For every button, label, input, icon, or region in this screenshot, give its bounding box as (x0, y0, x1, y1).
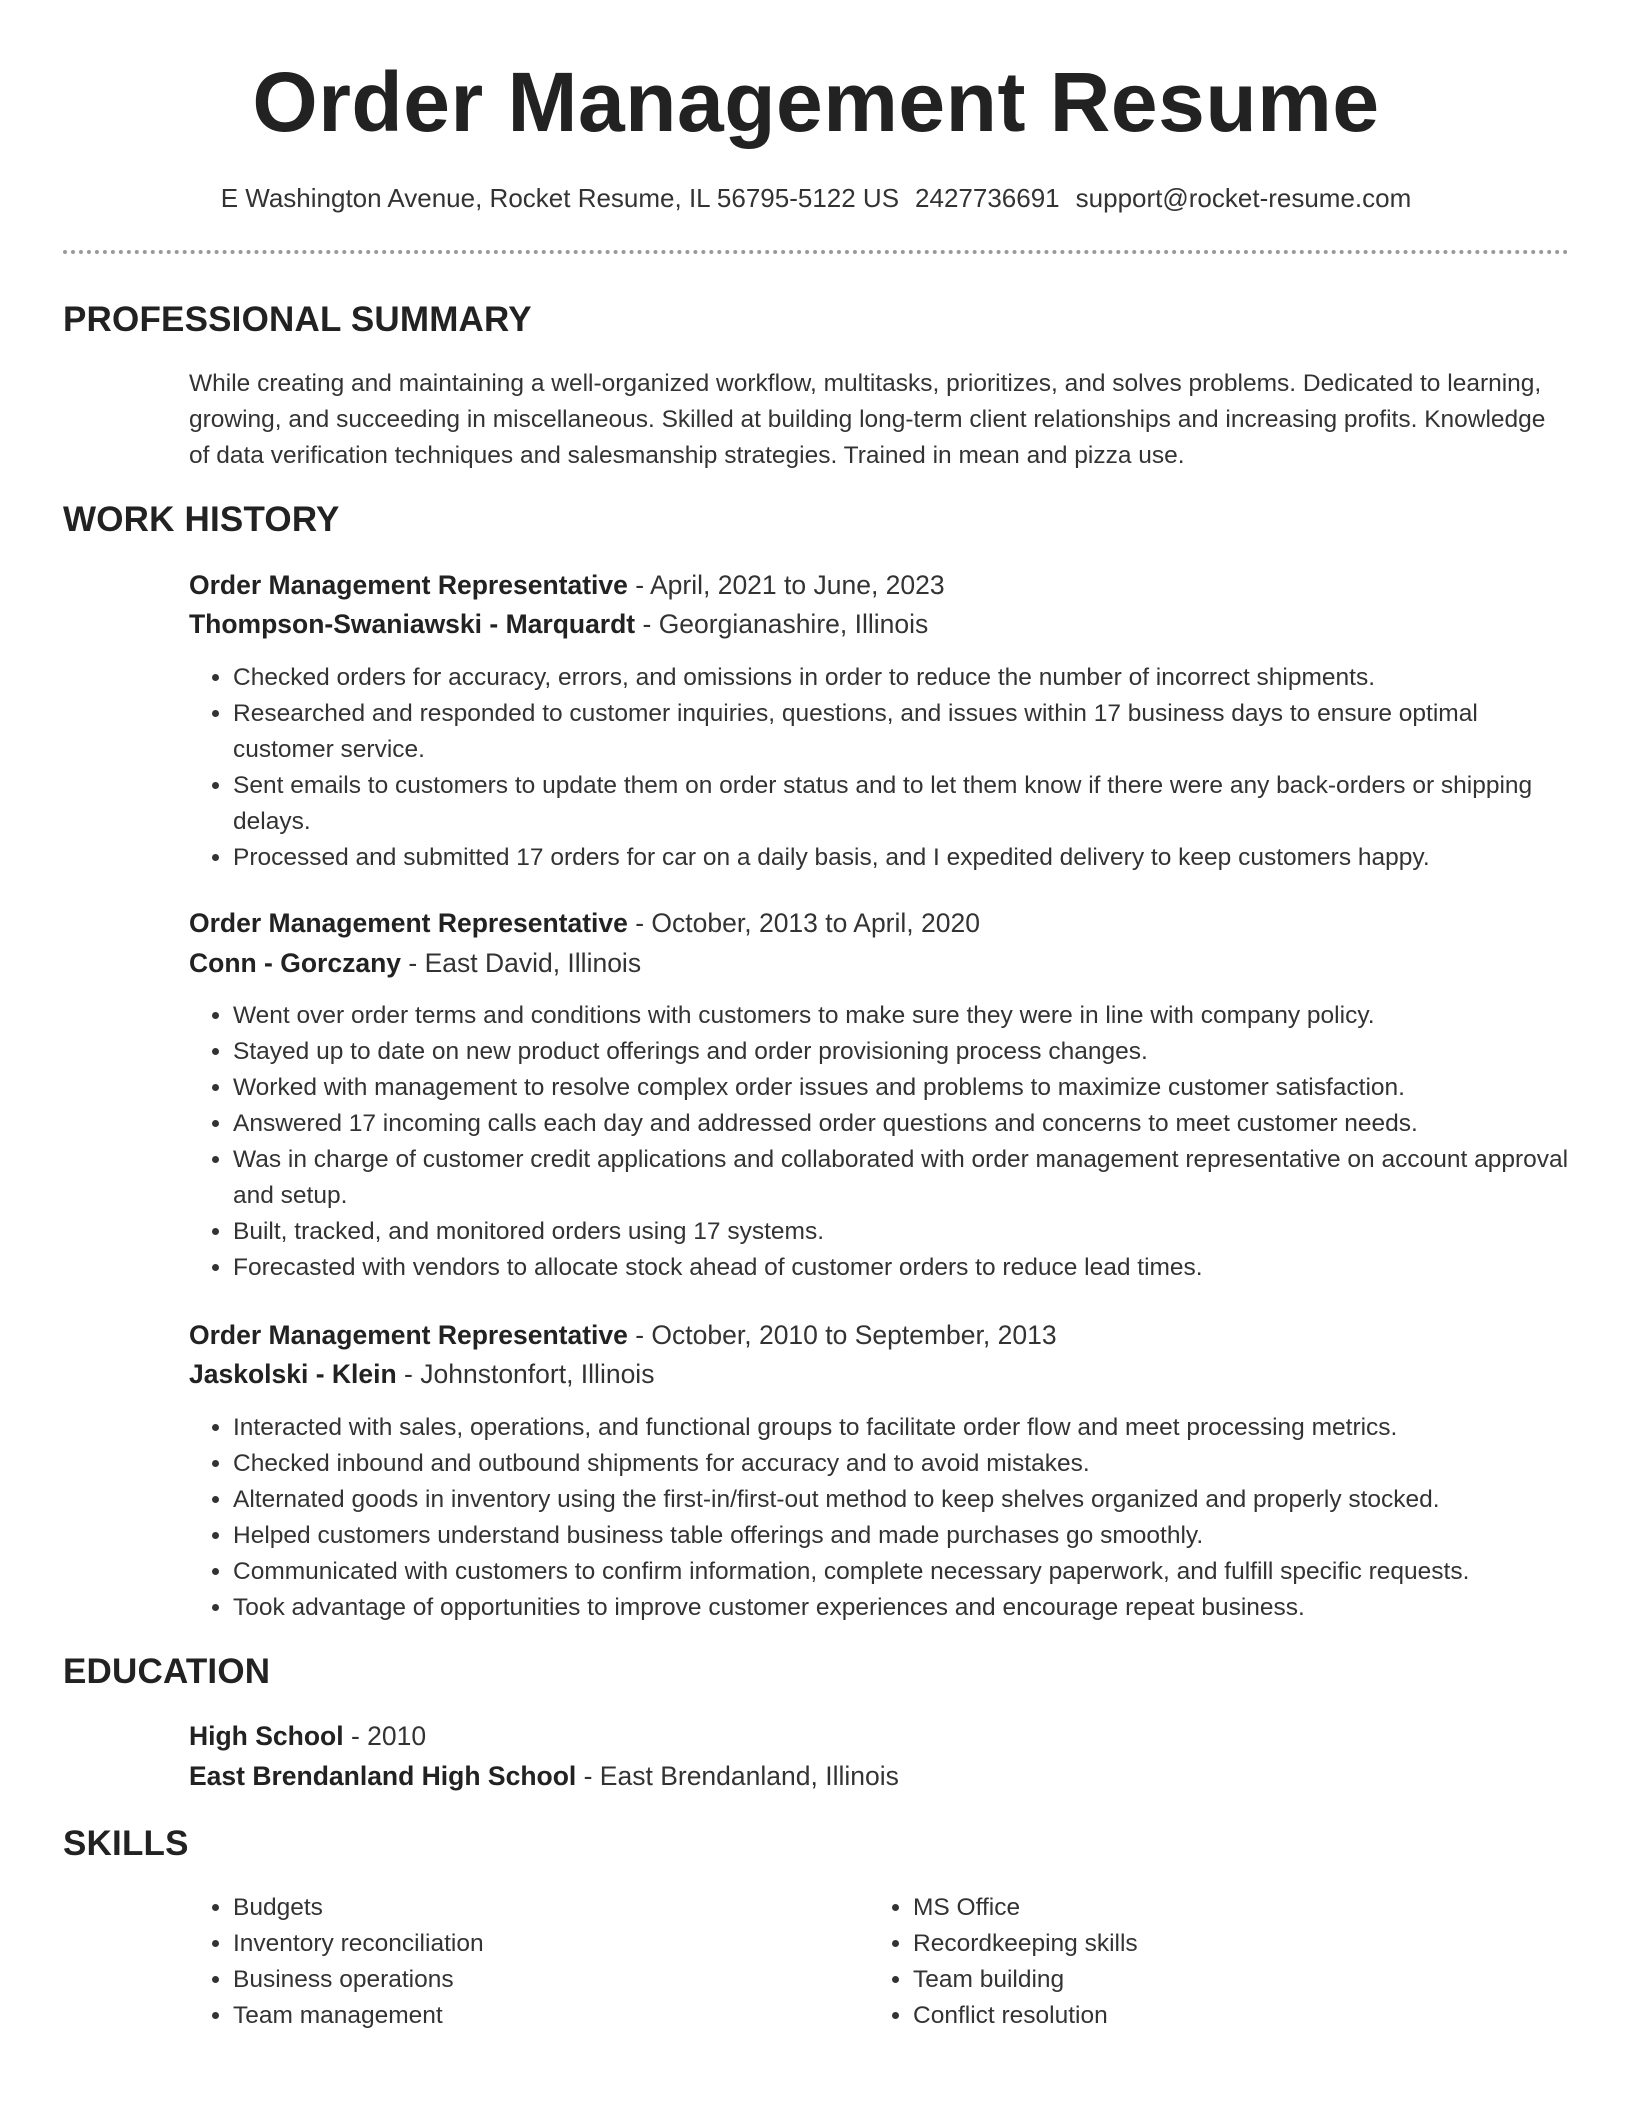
job-2-title: Order Management Representative (189, 908, 628, 938)
job-1-bullets (189, 660, 1569, 876)
skill-item: • Conflict resolution (913, 1998, 1469, 2034)
list-item: • Stayed up to date on new product offerings and order provisioning process changes. (233, 1034, 1569, 1070)
skill-item: • Recordkeeping skills (913, 1926, 1469, 1962)
education-location: - East Brendanland, Illinois (576, 1761, 899, 1791)
education-year: - 2010 (343, 1721, 427, 1751)
education-heading: EDUCATION (63, 1652, 271, 1691)
list-item: • Took advantage of opportunities to improve customer experiences and encourage repeat business. (233, 1590, 1569, 1626)
job-2-company: Conn - Gorczany (189, 948, 402, 978)
list-item: • Was in charge of customer credit applications and collaborated with order management representative on account approval and setup. (233, 1142, 1569, 1214)
job-3-company: Jaskolski - Klein (189, 1359, 397, 1389)
list-item: • Processed and submitted 17 orders for car on a daily basis, and I expedited delivery to keep customers happy. (233, 840, 1569, 876)
job-1-company: Thompson-Swaniawski - Marquardt (189, 609, 636, 639)
contact-line (0, 180, 1632, 216)
job-1-dates: - April, 2021 to June, 2023 (627, 570, 945, 600)
summary-heading: PROFESSIONAL SUMMARY (63, 300, 532, 339)
resume-title: Order Management Resume (252, 55, 1380, 149)
education-degree-line (189, 1717, 426, 1755)
job-1-title-line (189, 566, 945, 604)
list-item: • Checked orders for accuracy, errors, and omissions in order to reduce the number of incorrect shipments. (233, 660, 1569, 696)
list-item: • Went over order terms and conditions with customers to make sure they were in line with company policy. (233, 998, 1569, 1034)
skills-heading: SKILLS (63, 1824, 189, 1863)
list-item: • Communicated with customers to confirm information, complete necessary paperwork, and fulfill specific requests. (233, 1554, 1569, 1590)
skills-left-list (189, 1890, 789, 2034)
job-3-location: - Johnstonfort, Illinois (396, 1359, 655, 1389)
job-2-company-line (189, 944, 641, 982)
contact-phone: 2427736691 (915, 183, 1060, 213)
list-item: • Interacted with sales, operations, and functional groups to facilitate order flow and meet processing metrics. (233, 1410, 1569, 1446)
list-item: • Built, tracked, and monitored orders using 17 systems. (233, 1214, 1569, 1250)
job-1-company-line (189, 605, 928, 643)
job-1-title: Order Management Representative (189, 570, 628, 600)
summary-text: While creating and maintaining a well-organized workflow, multitasks, prioritizes, and solves problems. Dedicated to learning, growing, and succeeding in miscellaneous. Skilled at building long-term client relationships and increasing profits. Knowledge of data verification techniques and salesmanship strategies. Trained in mean and pizza use. (189, 370, 1546, 469)
header-divider (63, 250, 1569, 254)
job-2-bullets (189, 998, 1569, 1286)
list-item: • Worked with management to resolve complex order issues and problems to maximize customer satisfaction. (233, 1070, 1569, 1106)
education-degree: High School (189, 1721, 344, 1751)
job-3-bullets (189, 1410, 1569, 1626)
contact-email[interactable]: support@rocket-resume.com (1075, 183, 1412, 213)
job-2-title-line (189, 904, 980, 942)
job-3-company-line (189, 1355, 654, 1393)
list-item: • Answered 17 incoming calls each day and addressed order questions and concerns to meet customer needs. (233, 1106, 1569, 1142)
list-item: • Sent emails to customers to update them on order status and to let them know if there were any back-orders or shipping delays. (233, 768, 1569, 840)
job-1-location: - Georgianashire, Illinois (635, 609, 929, 639)
list-item: • Helped customers understand business table offerings and made purchases go smoothly. (233, 1518, 1569, 1554)
skills-right-list (869, 1890, 1469, 2034)
list-item: • Researched and responded to customer inquiries, questions, and issues within 17 business days to ensure optimal customer service. (233, 696, 1569, 768)
job-2-location: - East David, Illinois (401, 948, 642, 978)
skill-item: • Business operations (233, 1962, 789, 1998)
skill-item: • Inventory reconciliation (233, 1926, 789, 1962)
list-item: • Alternated goods in inventory using the first-in/first-out method to keep shelves organized and properly stocked. (233, 1482, 1569, 1518)
work-history-heading: WORK HISTORY (63, 500, 340, 539)
job-2-dates: - October, 2013 to April, 2020 (627, 908, 980, 938)
education-school: East Brendanland High School (189, 1761, 577, 1791)
job-3-dates: - October, 2010 to September, 2013 (627, 1320, 1057, 1350)
skill-item: • Budgets (233, 1890, 789, 1926)
job-3-title-line (189, 1316, 1057, 1354)
skill-item: • Team management (233, 1998, 789, 2034)
skill-item: • Team building (913, 1962, 1469, 1998)
job-3-title: Order Management Representative (189, 1320, 628, 1350)
education-school-line (189, 1757, 899, 1795)
skill-item: • MS Office (913, 1890, 1469, 1926)
list-item: • Checked inbound and outbound shipments for accuracy and to avoid mistakes. (233, 1446, 1569, 1482)
contact-address: E Washington Avenue, Rocket Resume, IL 56795-5122 US (220, 183, 900, 213)
list-item: • Forecasted with vendors to allocate stock ahead of customer orders to reduce lead times. (233, 1250, 1569, 1286)
